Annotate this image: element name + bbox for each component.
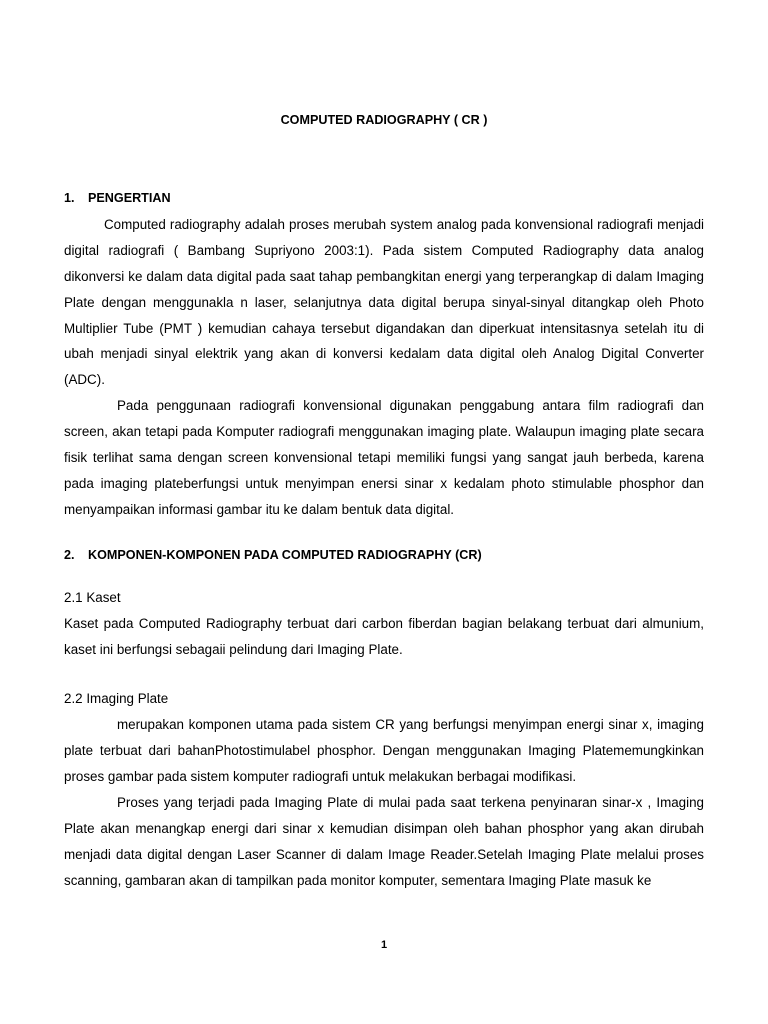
paragraph-conventional-comparison: Pada penggunaan radiografi konvensional digunakan penggabung antara film radiografi dan screen, akan tetapi pada Komputer radiografi menggunakan imaging plate. Walaupun imaging plate secara fisik terlihat sama dengan screen konvensional tetapi memiliki fungsi yang sangat jauh berbeda, karena pada imaging plateberfungsi untuk menyimpan enersi sinar x kedalam photo stimulable phosphor dan menyampaikan informasi gambar itu ke dalam bentuk data digital. (64, 398, 704, 517)
section-title: PENGERTIAN (88, 191, 171, 205)
page-number: 1 (380, 939, 388, 951)
document-title: COMPUTED RADIOGRAPHY ( CR ) (280, 113, 488, 127)
paragraph-kaset: Kaset pada Computed Radiography terbuat dari carbon fiberdan bagian belakang terbuat dari almunium, kaset ini berfungsi sebagaii pelindung dari Imaging Plate. (64, 615, 704, 657)
section-number: 1. (64, 191, 75, 205)
section-number: 2. (64, 547, 75, 562)
section-title: KOMPONEN-KOMPONEN PADA COMPUTED RADIOGRAPHY (CR) (88, 547, 482, 562)
paragraph-imaging-plate-process: Proses yang terjadi pada Imaging Plate di mulai pada saat terkena penyinaran sinar-x , Imaging Plate akan menangkap energi dari sinar x kemudian disimpan oleh bahan phosphor yang akan dirubah menjadi data digital dengan Laser Scanner di dalam Image Reader.Setelah Imaging Plate melalui proses scanning, gambaran akan di tampilkan pada monitor komputer, sementara Imaging Plate masuk ke (64, 795, 704, 888)
section-heading-komponen (64, 543, 704, 569)
paragraph-definition: Computed radiography adalah proses merubah system analog pada konvensional radiografi menjadi digital radiografi ( Bambang Supriyono 2003:1). Pada sistem Computed Radiography data analog dikonversi ke dalam data digital pada saat tahap pembangkitan energi yang terperangkap di dalam Imaging Plate dengan menggunakla n laser, selanjutnya data digital berupa sinyal-sinyal ditangkap oleh Photo Multiplier Tube (PMT ) kemudian cahaya tersebut digandakan dan diperkuat intensitasnya setelah itu di ubah menjadi sinyal elektrik yang akan di konversi kedalam data digital oleh Analog Digital Converter (ADC). (64, 216, 704, 388)
subsection-heading-kaset: 2.1 Kaset (64, 589, 121, 605)
paragraph-imaging-plate-function: merupakan komponen utama pada sistem CR yang berfungsi menyimpan energi sinar x, imaging plate terbuat dari bahanPhotostimulabel phosphor. Dengan menggunakan Imaging Platememungkinkan proses gambar pada sistem komputer radiografi untuk melakukan berbagai modifikasi. (64, 717, 704, 785)
document-body (64, 110, 704, 894)
section-heading-pengertian (64, 186, 704, 212)
subsection-heading-imaging-plate: 2.2 Imaging Plate (64, 691, 169, 707)
